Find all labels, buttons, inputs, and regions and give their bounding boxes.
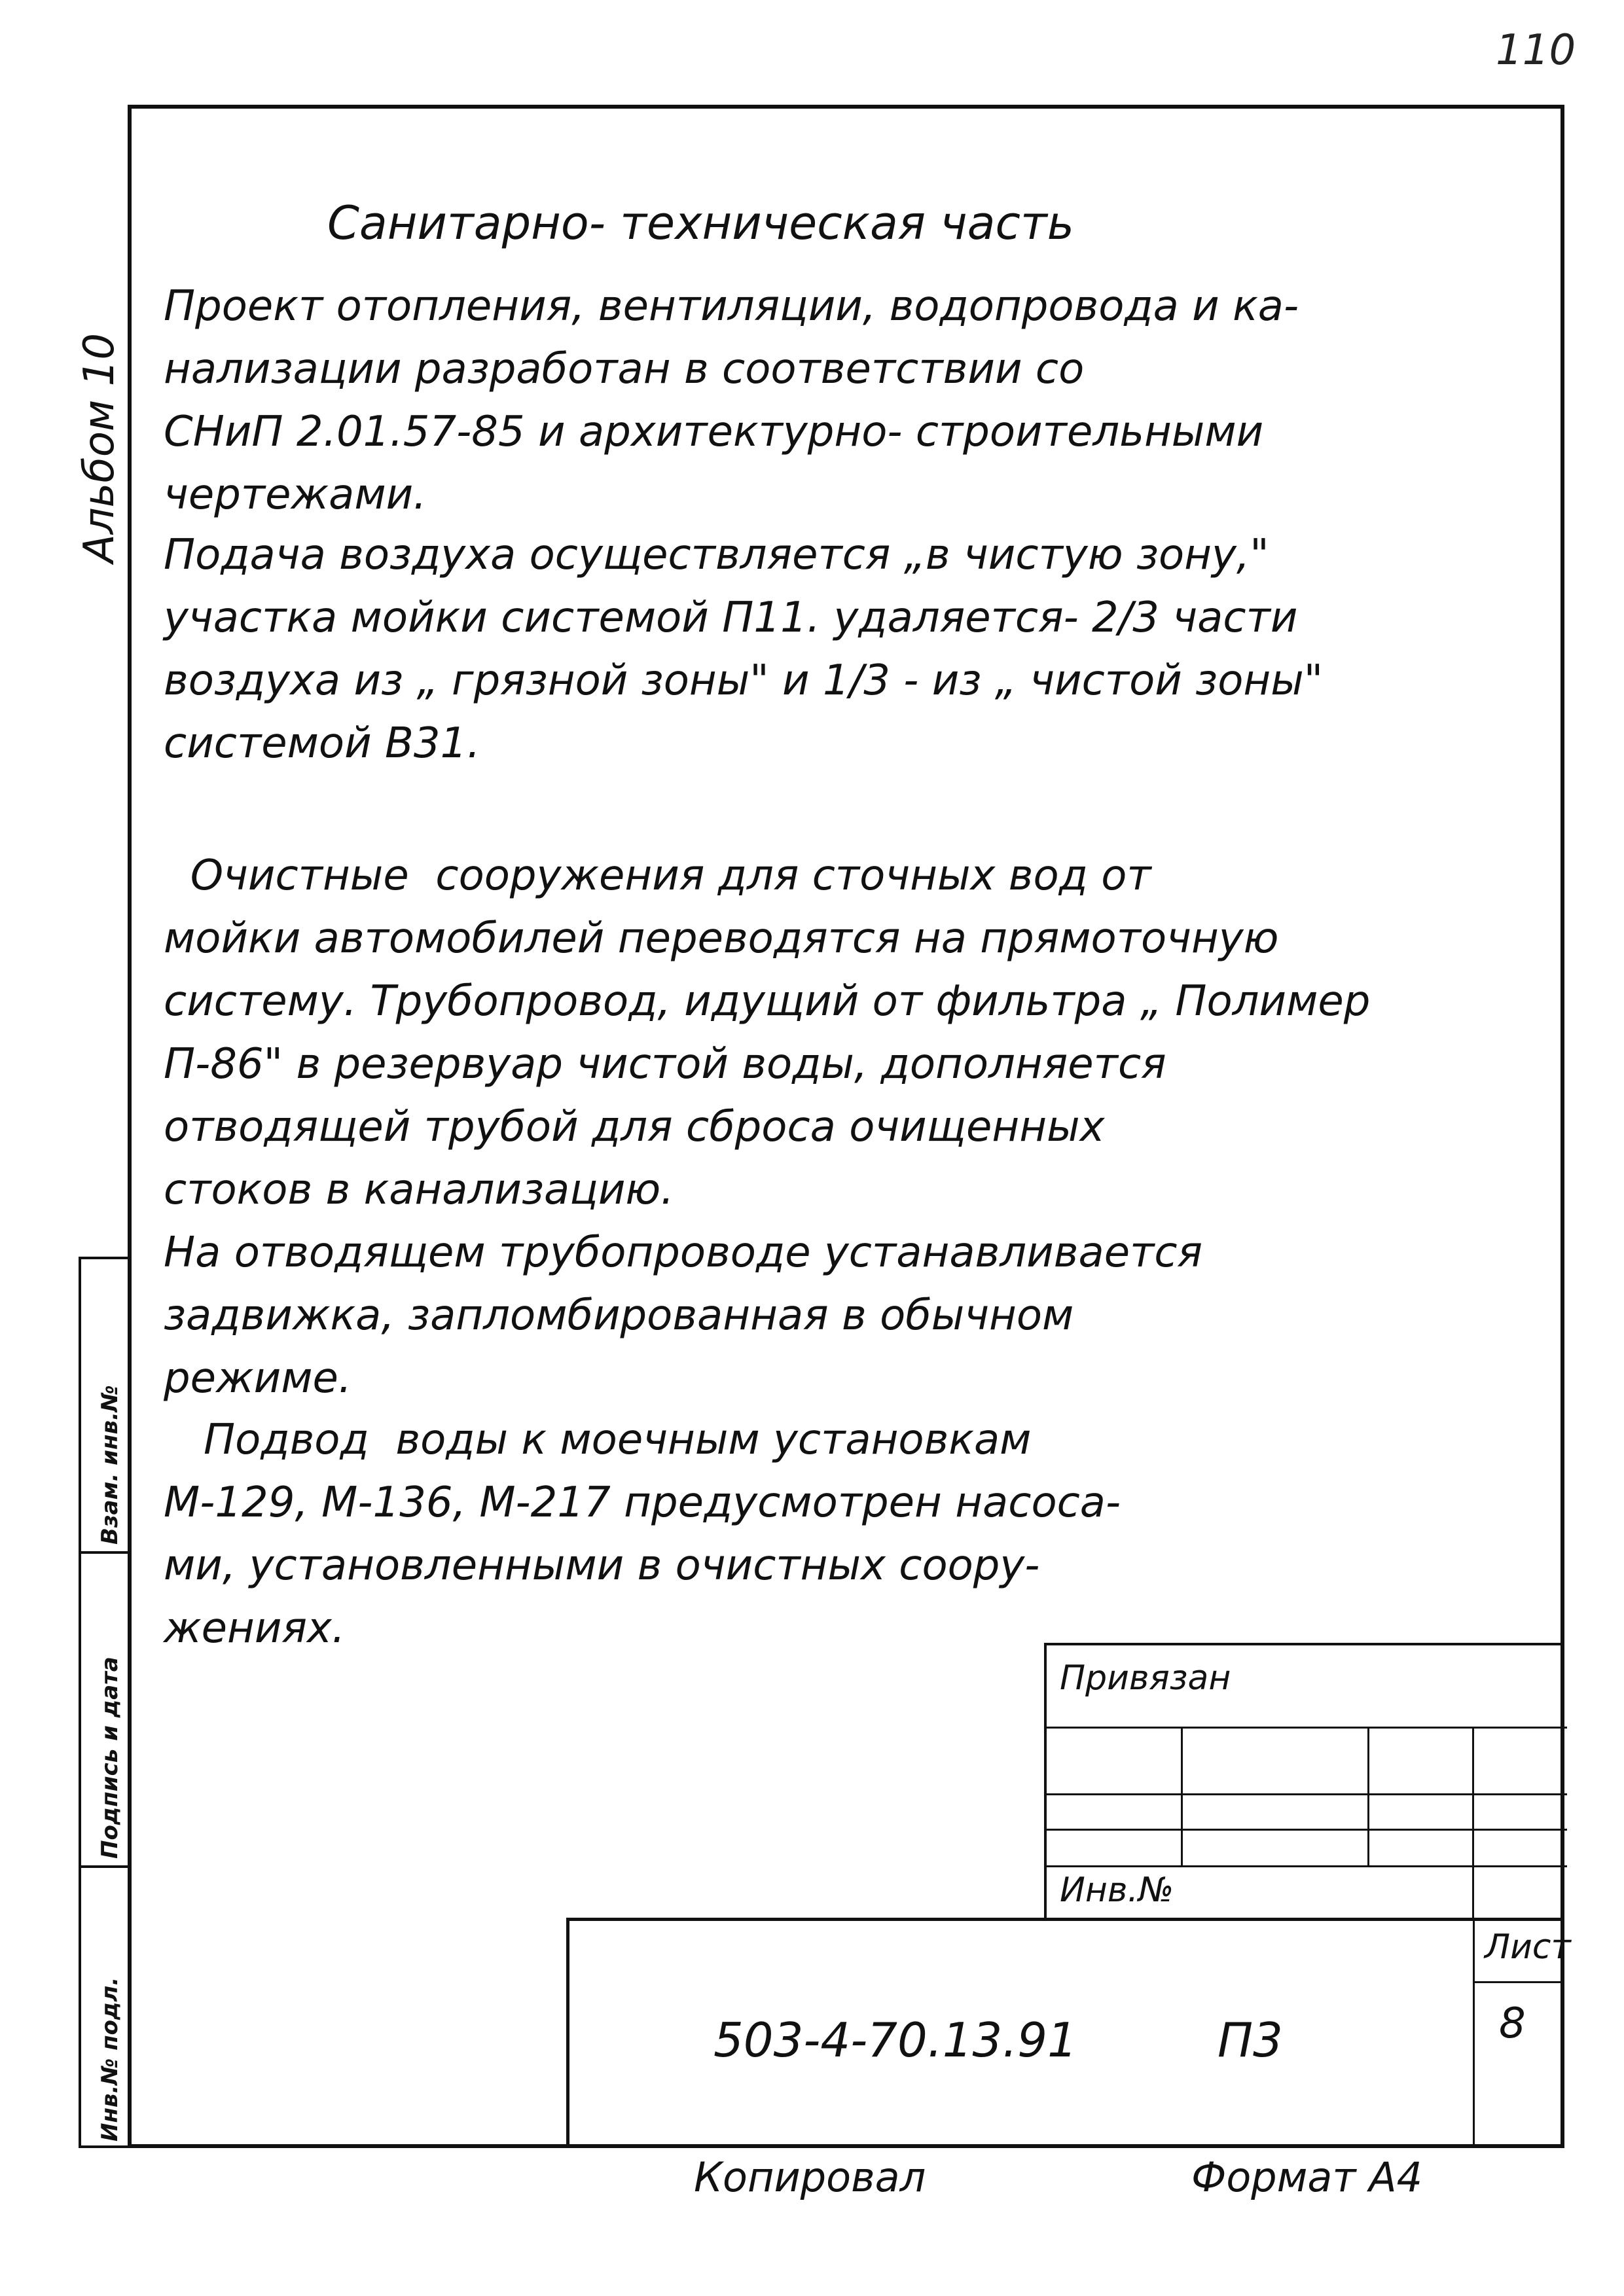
side-label-original-inventory: Инв.№ подл. — [97, 1977, 123, 2142]
page-number: 110 — [1496, 26, 1576, 75]
attached-label: Привязан — [1060, 1659, 1231, 1698]
side-stamp — [79, 1257, 128, 2148]
document-type: П3 — [1218, 2013, 1283, 2068]
title-block-upper — [1044, 1643, 1564, 1918]
sheet-number: 8 — [1499, 2000, 1526, 2048]
side-label-replacement-inventory: Взам. инв.№ — [97, 1385, 123, 1545]
paragraph-gate-valve: На отводящем трубопроводе устанавливается задвижка, запломбированная в обычном режиме. — [164, 1229, 1203, 1403]
paper-format-label: Формат А4 — [1191, 2153, 1423, 2201]
title-block-lower — [566, 1918, 1571, 2148]
side-cell-original-inventory — [81, 1868, 128, 2148]
inventory-number-label: Инв.№ — [1060, 1871, 1174, 1910]
document-code: 503-4-70.13.91 — [713, 2013, 1077, 2068]
paragraph-air-supply: Подача воздуха осуществляется „в чистую зону," участка мойки системой П11. удаляется- 2/3 части воздуха из „ грязной зоны" и 1/3 - из „ чистой зоны" системой В31. — [164, 531, 1324, 768]
side-label-signature-date: Подпись и дата — [97, 1657, 123, 1859]
side-cell-signature-date — [81, 1554, 128, 1868]
copied-by-label: Копировал — [694, 2153, 926, 2201]
section-heading: Санитарно- техническая часть — [327, 196, 1074, 250]
paragraph-treatment-facilities: Очистные сооружения для сточных вод от мойки автомобилей переводятся на прямоточную систему. Трубопровод, идущий от фильтра „ Полимер П-86" в резервуар чистой воды, дополняется отводящей трубой для сброса очищенных стоков в канализацию. — [164, 852, 1371, 1214]
album-label: Альбом 10 — [75, 332, 124, 563]
paragraph-design-basis: Проект отопления, вентиляции, водопровода и ка- нализации разработан в соответствии со СНиП 2.01.57-85 и архитектурно- строительными чертежами. — [164, 282, 1299, 519]
paragraph-water-supply: Подвод воды к моечным установкам М-129, М-136, М-217 предусмотрен насоса- ми, установленными в очистных соору- жениях. — [164, 1416, 1121, 1653]
side-cell-replacement-inventory — [81, 1259, 128, 1554]
sheet-label: Лист — [1485, 1928, 1571, 1967]
